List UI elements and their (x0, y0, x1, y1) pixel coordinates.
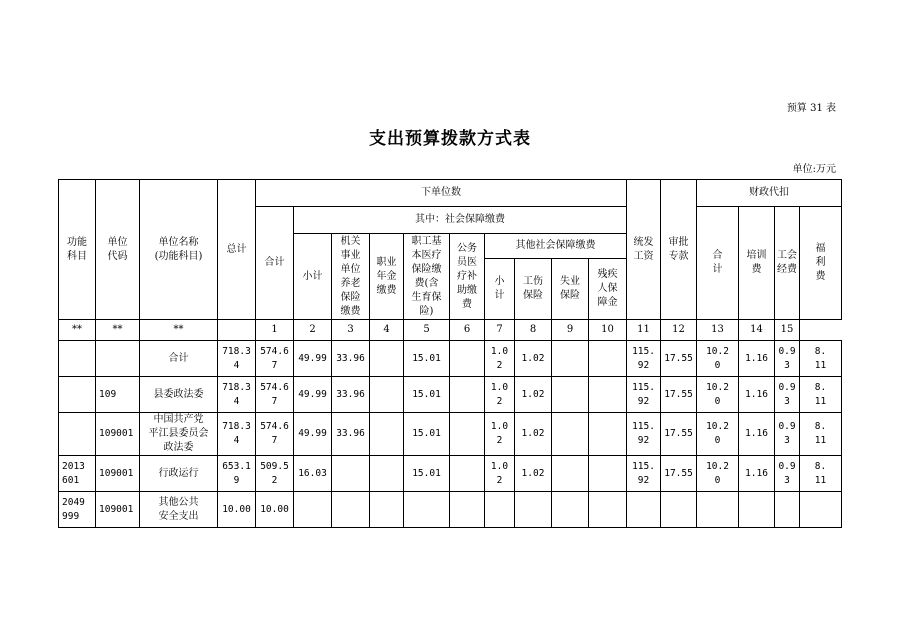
cell-other-subtotal (485, 492, 515, 528)
cell-civil-medical (450, 492, 485, 528)
cell-ss-subtotal: 16.03 (294, 456, 332, 492)
cell-unit-code: 109001 (96, 413, 140, 456)
cell-ss-subtotal: 49.99 (294, 341, 332, 377)
cell-unit-name: 合计 (140, 341, 218, 377)
cell-special-funds (661, 492, 697, 528)
cell-pension: 33.96 (332, 377, 370, 413)
cell-pension: 33.96 (332, 341, 370, 377)
cell-pension: 33.96 (332, 413, 370, 456)
cell-unemployment (552, 377, 589, 413)
cell-disability (589, 413, 627, 456)
cell-civil-medical (450, 341, 485, 377)
index-cell: 13 (697, 320, 739, 341)
cell-unit-code (96, 341, 140, 377)
col-total: 总计 (218, 180, 256, 320)
cell-annuity (370, 492, 404, 528)
cell-medical: 15.01 (404, 341, 450, 377)
cell-injury: 1.02 (515, 413, 552, 456)
cell-annuity (370, 456, 404, 492)
cell-annuity (370, 413, 404, 456)
cell-total: 718.3 4 (218, 341, 256, 377)
cell-training (739, 492, 775, 528)
cell-pension (332, 492, 370, 528)
col-pension: 机关 事业 单位 养老 保险 缴费 (332, 234, 370, 320)
cell-welfare (800, 492, 842, 528)
cell-unified-salary: 115. 92 (627, 377, 661, 413)
cell-welfare: 8. 11 (800, 341, 842, 377)
index-cell: 15 (775, 320, 800, 341)
index-cell: 2 (294, 320, 332, 341)
table-number: 预算 31 表 (786, 103, 836, 114)
cell-unit-code: 109 (96, 377, 140, 413)
col-other-subtotal: 小 计 (485, 259, 515, 320)
cell-total: 653.1 9 (218, 456, 256, 492)
cell-training: 1.16 (739, 456, 775, 492)
index-cell (218, 320, 256, 341)
cell-total: 10.00 (218, 492, 256, 528)
cell-ss-subtotal: 49.99 (294, 413, 332, 456)
cell-welfare: 8. 11 (800, 377, 842, 413)
cell-subtotal: 574.6 7 (256, 377, 294, 413)
cell-injury: 1.02 (515, 377, 552, 413)
cell-training: 1.16 (739, 377, 775, 413)
col-unemployment: 失业 保险 (552, 259, 589, 320)
cell-func-code (59, 377, 96, 413)
cell-injury (515, 492, 552, 528)
cell-func-code: 2049 999 (59, 492, 96, 528)
col-subtotal: 合计 (256, 207, 294, 320)
table-row (59, 413, 842, 456)
cell-unified-salary (627, 492, 661, 528)
unit-label: 单位:万元 (792, 164, 836, 175)
cell-unemployment (552, 456, 589, 492)
index-cell: 10 (589, 320, 627, 341)
cell-func-code (59, 341, 96, 377)
col-injury: 工伤 保险 (515, 259, 552, 320)
cell-unit-code: 109001 (96, 456, 140, 492)
col-other-ss: 其他社会保障缴费 (485, 234, 627, 259)
col-ss-subtotal: 小计 (294, 234, 332, 320)
cell-union: 0.93 (775, 456, 800, 492)
col-training: 培训 费 (739, 207, 775, 320)
cell-welfare: 8. 11 (800, 456, 842, 492)
cell-unit-name: 县委政法委 (140, 377, 218, 413)
cell-func-code (59, 413, 96, 456)
cell-medical (404, 492, 450, 528)
cell-ss-subtotal: 49.99 (294, 377, 332, 413)
table-row (59, 492, 842, 528)
cell-other-subtotal: 1.0 2 (485, 377, 515, 413)
cell-disability (589, 492, 627, 528)
cell-unemployment (552, 413, 589, 456)
cell-medical: 15.01 (404, 377, 450, 413)
col-unit-name: 单位名称 (功能科目) (140, 180, 218, 320)
cell-union: 0.93 (775, 341, 800, 377)
cell-fd-subtotal: 10.2 0 (697, 341, 739, 377)
col-medical: 职工基 本医疗 保险缴 费(含 生育保 险) (404, 234, 450, 320)
cell-special-funds: 17.55 (661, 341, 697, 377)
cell-unit-name: 行政运行 (140, 456, 218, 492)
cell-disability (589, 341, 627, 377)
cell-fd-subtotal: 10.2 0 (697, 413, 739, 456)
col-social-security: 其中：社会保障缴费 (294, 207, 627, 234)
index-cell: 1 (256, 320, 294, 341)
col-welfare: 福 利 费 (800, 207, 842, 320)
cell-other-subtotal: 1.0 2 (485, 456, 515, 492)
cell-annuity (370, 341, 404, 377)
index-cell: 8 (515, 320, 552, 341)
col-lower-unit: 下单位数 (256, 180, 627, 207)
index-cell: 5 (404, 320, 450, 341)
cell-union (775, 492, 800, 528)
index-cell: 11 (627, 320, 661, 341)
index-cell: 4 (370, 320, 404, 341)
cell-fd-subtotal: 10.2 0 (697, 377, 739, 413)
col-fiscal-deduction: 财政代扣 (697, 180, 842, 207)
col-disability: 残疾 人保 障金 (589, 259, 627, 320)
cell-fd-subtotal: 10.2 0 (697, 456, 739, 492)
col-unified-salary: 统发 工资 (627, 180, 661, 320)
cell-unit-code: 109001 (96, 492, 140, 528)
cell-medical: 15.01 (404, 413, 450, 456)
index-cell: 14 (739, 320, 775, 341)
cell-union: 0.93 (775, 377, 800, 413)
cell-subtotal: 509.5 2 (256, 456, 294, 492)
index-cell: ** (59, 320, 96, 341)
cell-disability (589, 456, 627, 492)
cell-unit-name: 中国共产党 平江县委员会 政法委 (140, 413, 218, 456)
cell-unit-name: 其他公共 安全支出 (140, 492, 218, 528)
index-cell: 7 (485, 320, 515, 341)
cell-civil-medical (450, 413, 485, 456)
cell-other-subtotal: 1.0 2 (485, 413, 515, 456)
cell-pension (332, 456, 370, 492)
cell-annuity (370, 377, 404, 413)
index-cell: 12 (661, 320, 697, 341)
col-unit-code: 单位 代码 (96, 180, 140, 320)
cell-unemployment (552, 492, 589, 528)
cell-func-code: 2013 601 (59, 456, 96, 492)
cell-ss-subtotal (294, 492, 332, 528)
table-row (59, 341, 842, 377)
budget-table (58, 179, 842, 528)
cell-welfare: 8. 11 (800, 413, 842, 456)
cell-special-funds: 17.55 (661, 413, 697, 456)
index-cell: ** (140, 320, 218, 341)
col-fd-subtotal: 合 计 (697, 207, 739, 320)
cell-injury: 1.02 (515, 456, 552, 492)
cell-total: 718.3 4 (218, 413, 256, 456)
cell-union: 0.93 (775, 413, 800, 456)
cell-training: 1.16 (739, 413, 775, 456)
cell-medical: 15.01 (404, 456, 450, 492)
cell-subtotal: 574.6 7 (256, 341, 294, 377)
col-civil-medical: 公务 员医 疗补 助缴 费 (450, 234, 485, 320)
cell-total: 718.3 4 (218, 377, 256, 413)
index-cell: 9 (552, 320, 589, 341)
cell-training: 1.16 (739, 341, 775, 377)
table-row (59, 456, 842, 492)
cell-subtotal: 574.6 7 (256, 413, 294, 456)
cell-injury: 1.02 (515, 341, 552, 377)
cell-fd-subtotal (697, 492, 739, 528)
cell-civil-medical (450, 456, 485, 492)
index-cell: 6 (450, 320, 485, 341)
cell-unemployment (552, 341, 589, 377)
index-row (59, 320, 842, 341)
index-cell: 3 (332, 320, 370, 341)
page-title: 支出预算拨款方式表 (369, 129, 531, 149)
cell-disability (589, 377, 627, 413)
col-annuity: 职业 年金 缴费 (370, 234, 404, 320)
col-func-code: 功能 科目 (59, 180, 96, 320)
cell-special-funds: 17.55 (661, 377, 697, 413)
cell-special-funds: 17.55 (661, 456, 697, 492)
cell-other-subtotal: 1.0 2 (485, 341, 515, 377)
cell-civil-medical (450, 377, 485, 413)
cell-unified-salary: 115. 92 (627, 413, 661, 456)
cell-unified-salary: 115. 92 (627, 456, 661, 492)
cell-subtotal: 10.00 (256, 492, 294, 528)
col-special-funds: 审批 专款 (661, 180, 697, 320)
cell-unified-salary: 115. 92 (627, 341, 661, 377)
index-cell: ** (96, 320, 140, 341)
table-row (59, 377, 842, 413)
col-union: 工会 经费 (775, 207, 800, 320)
